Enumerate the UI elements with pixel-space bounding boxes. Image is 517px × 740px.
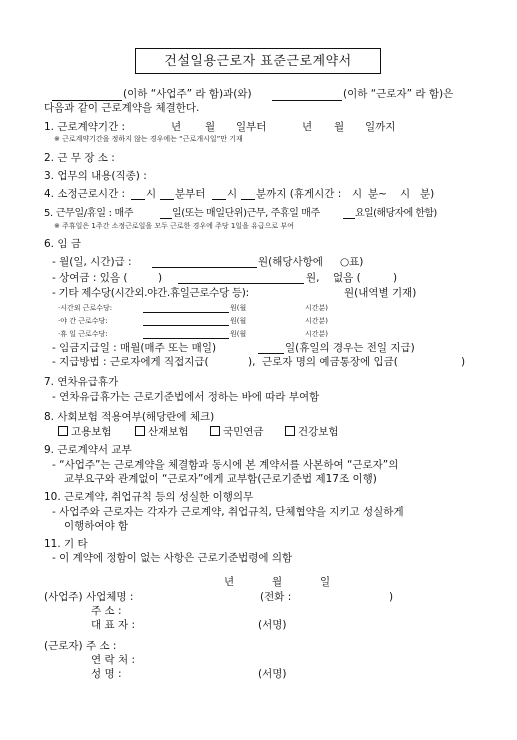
s1-year-start: 년 <box>171 121 182 133</box>
s6-holiday-won: 원(월 <box>230 330 247 338</box>
s10-line2: 이행하여야 함 <box>64 520 129 532</box>
s6-bonus-won: 원, <box>306 272 320 284</box>
s1-note: ※ 근로계약기간을 정하지 않는 경우에는 “근로개시일”만 기재 <box>54 135 243 143</box>
checkbox-health-insurance[interactable] <box>285 426 295 436</box>
worker-contact: 연 락 처 : <box>91 654 135 666</box>
s6-holiday-label: ·휴 일 근로수당: <box>58 330 108 338</box>
s6-night-blank <box>143 325 229 326</box>
s4-t8: 분) <box>420 188 435 200</box>
s6-payday-blank <box>258 353 284 354</box>
s6-bonus-no: 없음 ( <box>333 272 361 284</box>
insurance-health-label: 건강보험 <box>298 426 339 438</box>
s6-monthly-wage: - 월(일, 시간)급 : <box>52 256 132 268</box>
insurance-industrial <box>135 426 189 439</box>
s5-t1: 일(또는 매일단위)근무, 주휴일 매주 <box>172 208 320 219</box>
s6-wage-blank <box>152 267 257 268</box>
s6-overtime-hours: 시간분) <box>305 304 329 312</box>
s6-title: 6. 임 금 <box>44 238 81 250</box>
s1-month-end: 월 <box>334 121 345 133</box>
date-month: 월 <box>272 576 283 588</box>
s4-t1: 시 <box>146 188 157 200</box>
intro-part1: (이하 “사업주” 라 함)과(와) <box>123 88 252 100</box>
insurance-employment <box>58 426 112 439</box>
s1-year-end: 년 <box>302 121 313 133</box>
insurance-pension-label: 국민연금 <box>223 426 264 438</box>
s4-blank-2 <box>160 199 174 200</box>
s4-t7: 시 <box>400 188 411 200</box>
document-title: 건설일용근로자 표준근로계약서 <box>164 54 352 69</box>
s4-t3: 시 <box>227 188 238 200</box>
s6-night-label: ·야 간 근로수당: <box>58 317 108 325</box>
employer-name-blank <box>52 100 122 101</box>
s6-holiday-blank <box>143 338 229 339</box>
s9-line1: - “사업주”는 근로계약을 체결함과 동시에 본 계약서를 사본하여 “근로자”의 <box>52 459 399 471</box>
employer-phone-close: ) <box>389 591 394 603</box>
s8-title: 8. 사회보험 적용여부(해당란에 체크) <box>44 411 215 423</box>
s6-bonus-yes: - 상여금 : 있음 ( <box>52 272 128 284</box>
s1-title: 1. 근로계약기간 : <box>44 121 126 133</box>
s4-blank-3 <box>212 199 226 200</box>
checkbox-industrial-insurance[interactable] <box>135 426 145 436</box>
s6-bonus-blank <box>178 283 304 284</box>
employer-address: 주 소 : <box>91 605 122 617</box>
insurance-health <box>285 426 339 439</box>
s6-pay-method: - 지급방법 : 근로자에게 직접지급( <box>52 356 209 368</box>
s3-title: 3. 업무의 내용(직종) : <box>44 170 147 182</box>
s6-overtime-blank <box>143 312 229 313</box>
worker-name: 성 명 : <box>91 668 122 680</box>
employer-representative: 대 표 자 : <box>91 619 135 631</box>
s7-text: - 연차유급휴가는 근로기준법에서 정하는 바에 따라 부여함 <box>52 391 320 403</box>
s6-pay-direct-close: ), <box>248 356 256 368</box>
s6-bonus-yes-close: ) <box>158 272 163 284</box>
date-year: 년 <box>224 576 235 588</box>
s5-note: ※ 주휴일은 1주간 소정근로일을 모두 근로한 경우에 주당 1일을 유급으로 부여 <box>54 222 294 230</box>
s5-t2: 요일(해당자에 한함) <box>355 208 437 219</box>
title-box <box>135 48 381 74</box>
checkbox-national-pension[interactable] <box>210 426 220 436</box>
s6-overtime-label: ·시간외 근로수당: <box>58 304 113 312</box>
worker-sign: (서명) <box>258 668 287 680</box>
employer-sign: (서명) <box>258 619 287 631</box>
s6-wage-mark: ○표) <box>340 256 364 268</box>
s6-other-allowance: - 기타 제수당(시간외.야간.휴일근로수당 등): <box>52 287 249 299</box>
s10-title: 10. 근로계약, 취업규칙 등의 성실한 이행의무 <box>44 491 254 503</box>
s4-t2: 분부터 <box>175 188 206 200</box>
employer-company: (사업주) 사업체명 : <box>44 591 134 603</box>
s4-title: 4. 소정근로시간 : <box>44 188 126 200</box>
checkbox-employment-insurance[interactable] <box>58 426 68 436</box>
s2-title: 2. 근 무 장 소 : <box>44 152 115 164</box>
s9-title: 9. 근로계약서 교부 <box>44 444 132 456</box>
s4-t5: 시 <box>352 188 363 200</box>
s6-payday: - 임금지급일 : 매월(매주 또는 매일) <box>52 342 217 354</box>
insurance-employment-label: 고용보험 <box>71 426 112 438</box>
s6-night-hours: 시간분) <box>305 317 329 325</box>
s6-pay-deposit: 근로자 명의 예금통장에 입금( <box>262 356 398 368</box>
insurance-pension <box>210 426 264 439</box>
s4-t6: 분~ <box>368 188 387 200</box>
s5-title: 5. 근무일/휴일 : 매주 <box>44 208 134 219</box>
s1-month-start: 월 <box>205 121 216 133</box>
s9-line2: 교부요구와 관계없이 “근로자”에게 교부함(근로기준법 제17조 이행) <box>64 473 377 485</box>
s6-pay-deposit-close: ) <box>461 356 466 368</box>
s11-text: - 이 계약에 정함이 없는 사항은 근로기준법령에 의함 <box>52 552 293 564</box>
worker-address: (근로자) 주 소 : <box>44 640 117 652</box>
s4-blank-4 <box>241 199 255 200</box>
s5-blank-1 <box>160 218 172 219</box>
s6-overtime-won: 원(월 <box>230 304 247 312</box>
s1-day-end: 일까지 <box>365 121 396 133</box>
intro-part2: (이하 “근로자” 라 함)은 <box>343 88 454 100</box>
s6-other-allowance-unit: 원(내역별 기재) <box>344 287 417 299</box>
s4-blank-1 <box>131 199 145 200</box>
date-day: 일 <box>320 576 331 588</box>
s7-title: 7. 연차유급휴가 <box>44 376 119 388</box>
s5-blank-2 <box>343 218 355 219</box>
s1-day-start: 일부터 <box>236 121 267 133</box>
s4-t4: 분까지 (휴게시간 : <box>256 188 342 200</box>
s6-wage-unit: 원(해당사항에 <box>258 256 323 268</box>
worker-name-blank <box>272 100 342 101</box>
s11-title: 11. 기 타 <box>44 538 88 550</box>
intro-line2: 다음과 같이 근로계약을 체결한다. <box>44 102 200 114</box>
insurance-industrial-label: 산재보험 <box>148 426 189 438</box>
s6-holiday-hours: 시간분) <box>305 330 329 338</box>
s10-line1: - 사업주와 근로자는 각자가 근로계약, 취업규칙, 단체협약을 지키고 성실하게 <box>52 506 404 518</box>
employer-phone: (전화 : <box>260 591 292 603</box>
s6-payday-rule: 일(휴일의 경우는 전일 지급) <box>285 342 415 354</box>
s6-bonus-no-close: ) <box>393 272 398 284</box>
s6-night-won: 원(월 <box>230 317 247 325</box>
